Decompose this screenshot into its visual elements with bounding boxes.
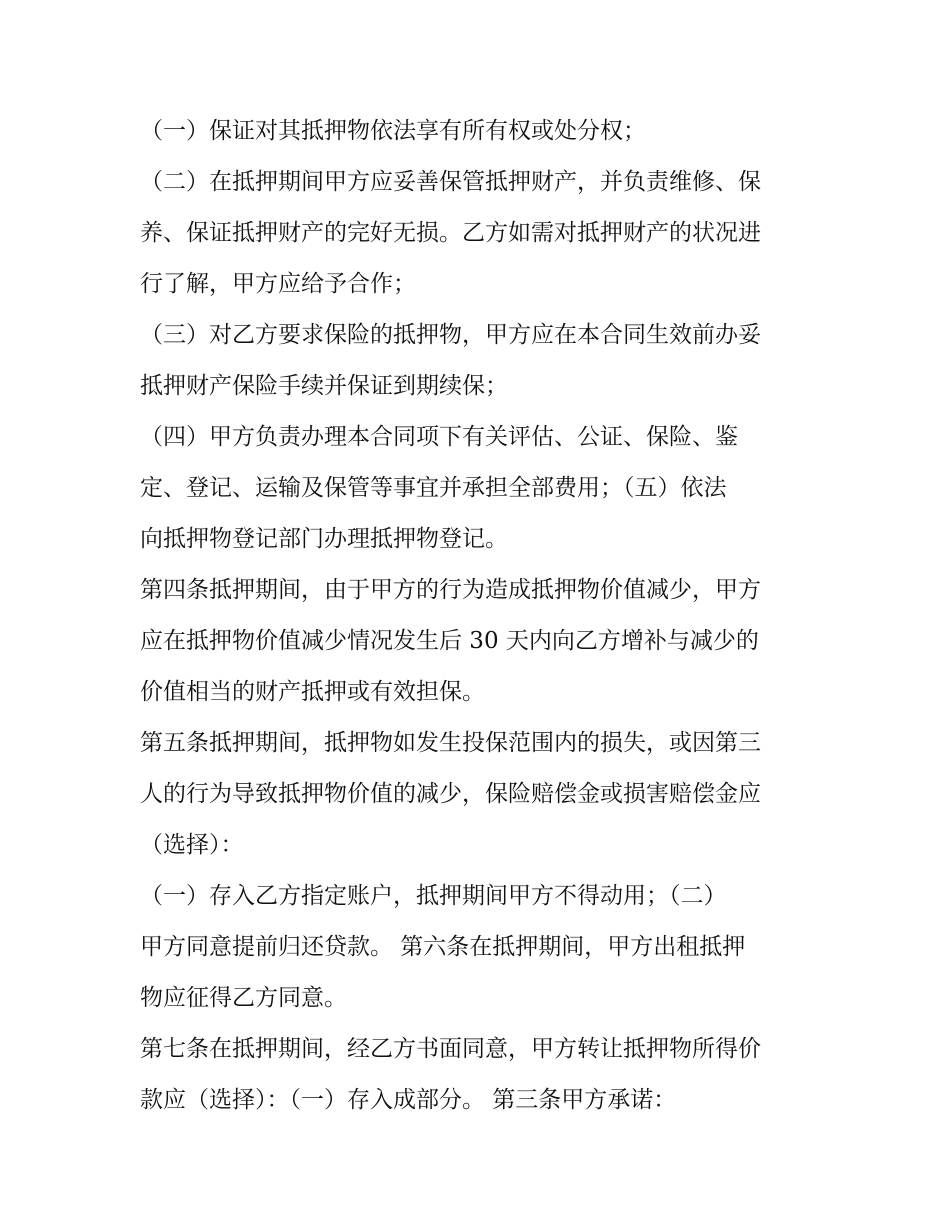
text-line: 第七条在抵押期间，经乙方书面同意，甲方转让抵押物所得价 [140,1036,761,1062]
text-line: 行了解，甲方应给予合作； [140,271,416,297]
text-line: 定、登记、运输及保管等事宜并承担全部费用；（五）依法 [140,475,727,501]
text-line: 抵押财产保险手续并保证到期续保； [140,373,508,399]
text-line: （一）保证对其抵押物依法享有所有权或处分权； [140,118,646,144]
text-line: 物应征得乙方同意。 [140,985,347,1011]
text-line: （二）在抵押期间甲方应妥善保管抵押财产，并负责维修、保 [140,169,761,195]
text-line: （一）存入乙方指定账户，抵押期间甲方不得动用；（二） [140,883,727,909]
text-line: （四）甲方负责办理本合同项下有关评估、公证、保险、鉴 [140,424,738,450]
text-line: （三）对乙方要求保险的抵押物，甲方应在本合同生效前办妥 [140,322,761,348]
text-line: 第五条抵押期间，抵押物如发生投保范围内的损失，或因第三 [140,730,761,756]
text-line: 向抵押物登记部门办理抵押物登记。 [140,526,508,552]
text-line: 养、保证抵押财产的完好无损。乙方如需对抵押财产的状况进 [140,220,761,246]
text-line: 款应（选择）：（一）存入成部分。 第三条甲方承诺： [140,1087,677,1113]
text-line: 应在抵押物价值减少情况发生后 30 天内向乙方增补与减少的 [140,628,759,654]
text-line: 价值相当的财产抵押或有效担保。 [140,679,485,705]
text-line: 第四条抵押期间，由于甲方的行为造成抵押物价值减少，甲方 [140,577,761,603]
text-line: （选择）： [140,832,244,858]
text-line: 人的行为导致抵押物价值的减少，保险赔偿金或损害赔偿金应 [140,781,761,807]
contract-text [140,106,830,1126]
text-line: 甲方同意提前归还贷款。 第六条在抵押期间，甲方出租抵押 [140,934,746,960]
